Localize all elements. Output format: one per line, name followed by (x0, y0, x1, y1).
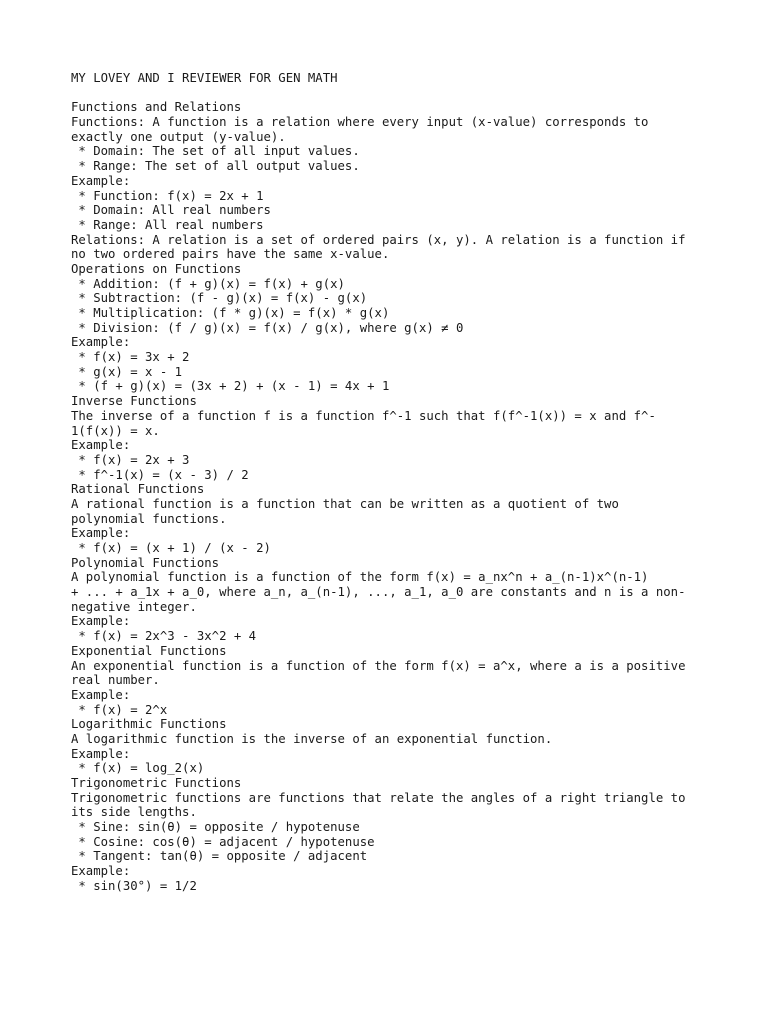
bullet-line: * Domain: All real numbers (71, 203, 271, 218)
example-label: Example: (71, 173, 131, 188)
bullet-line: * Multiplication: (f * g)(x) = f(x) * g(x) (71, 306, 390, 320)
bullet-line: * Domain: The set of all input values. (71, 144, 360, 159)
bullet-line: * Tangent: tan(θ) = opposite / adjacent (71, 849, 368, 864)
example-label: Example: (71, 335, 131, 350)
text-line: exactly one output (y-value). (71, 129, 286, 144)
example-label: Example: (71, 687, 131, 702)
text-line: negative integer. (71, 599, 197, 614)
bullet-line: * Range: All real numbers (71, 217, 264, 232)
text-line: polynomial functions. (71, 511, 227, 526)
text-line: its side lengths. (71, 805, 197, 820)
document-page (71, 71, 731, 894)
text-line: A rational function is a function that can be written as a quotient of two (71, 496, 619, 511)
bullet-line: * f(x) = (x + 1) / (x - 2) (71, 541, 271, 555)
text-line: Relations: A relation is a set of ordered pairs (x, y). A relation is a function if (71, 232, 686, 247)
section-heading: Operations on Functions (71, 261, 242, 276)
section-heading: Logarithmic Functions (71, 717, 227, 732)
bullet-line: * (f + g)(x) = (3x + 2) + (x - 1) = 4x + 1 (71, 379, 390, 394)
bullet-line: * f(x) = 2x + 3 (71, 452, 190, 467)
bullet-line: * f(x) = 2x^3 - 3x^2 + 4 (71, 629, 257, 644)
bullet-line: * Range: The set of all output values. (71, 159, 360, 174)
bullet-line: * Function: f(x) = 2x + 1 (71, 188, 264, 203)
text-line: A logarithmic function is the inverse of an exponential function. (71, 731, 553, 746)
example-label: Example: (71, 864, 131, 879)
text-line: A polynomial function is a function of the form f(x) = a_nx^n + a_(n-1)x^(n-1) (71, 570, 649, 585)
bullet-line: * f(x) = 2^x (71, 702, 168, 717)
bullet-line: * Subtraction: (f - g)(x) = f(x) - g(x) (71, 291, 368, 306)
example-label: Example: (71, 746, 131, 761)
text-line: The inverse of a function f is a function f^-1 such that f(f^-1(x)) = x and f^- (71, 408, 656, 423)
example-label: Example: (71, 614, 131, 629)
section-heading: Polynomial Functions (71, 555, 220, 570)
document-title: MY LOVEY AND I REVIEWER FOR GEN MATH (71, 71, 338, 85)
example-label: Example: (71, 526, 131, 541)
bullet-line: * f(x) = log_2(x) (71, 761, 205, 776)
section-heading: Trigonometric Functions (71, 776, 242, 790)
bullet-line: * g(x) = x - 1 (71, 364, 183, 379)
bullet-line: * Sine: sin(θ) = opposite / hypotenuse (71, 820, 360, 835)
bullet-line: * Cosine: cos(θ) = adjacent / hypotenuse (71, 834, 375, 849)
bullet-line: * sin(30°) = 1/2 (71, 878, 197, 893)
text-line: 1(f(x)) = x. (71, 423, 160, 438)
bullet-line: * f^-1(x) = (x - 3) / 2 (71, 467, 249, 482)
text-line: Trigonometric functions are functions that relate the angles of a right triangle to (71, 790, 686, 805)
text-line: Functions: A function is a relation where every input (x-value) corresponds to (71, 115, 649, 130)
text-line: An exponential function is a function of the form f(x) = a^x, where a is a positive (71, 658, 686, 673)
section-heading: Exponential Functions (71, 643, 227, 658)
text-line: real number. (71, 673, 160, 688)
example-label: Example: (71, 438, 131, 453)
document-body (71, 100, 731, 893)
bullet-line: * Division: (f / g)(x) = f(x) / g(x), where g(x) ≠ 0 (71, 320, 464, 335)
section-heading: Rational Functions (71, 482, 205, 497)
section-heading: Functions and Relations (71, 100, 242, 115)
text-line: + ... + a_1x + a_0, where a_n, a_(n-1), ..., a_1, a_0 are constants and n is a non- (71, 585, 686, 600)
bullet-line: * f(x) = 3x + 2 (71, 350, 190, 365)
text-line: no two ordered pairs have the same x-value. (71, 247, 390, 262)
section-heading: Inverse Functions (71, 394, 197, 409)
bullet-line: * Addition: (f + g)(x) = f(x) + g(x) (71, 276, 345, 291)
